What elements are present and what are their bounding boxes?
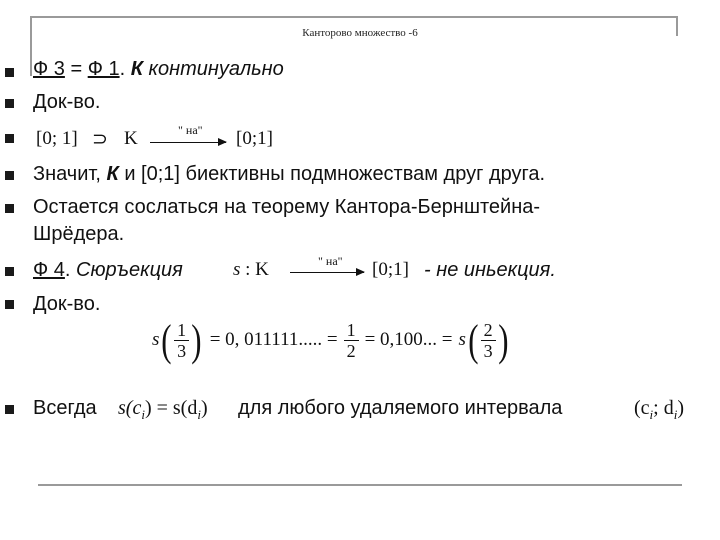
line-proof-1: Док-во. <box>33 91 101 113</box>
text-bijective: и [0;1] биективны подмножествам друг друга. <box>118 163 546 185</box>
cantor-function-formula: s ( $\frac{1}{3}$ ) = 0, 011111..... = $\frac{1}{2}$ = 0,100... = s ( $\frac{2}{3}$ ) <box>152 315 509 365</box>
theorem-1-ref: Ф 1 <box>87 58 120 80</box>
fraction-2-3: $\frac{2}{3}$ <box>481 320 496 361</box>
map-s: s : K <box>233 259 269 280</box>
continual-text: континуально <box>143 58 284 80</box>
bullet-6 <box>5 267 14 276</box>
not-injection-text: - не иньекция. <box>424 259 556 281</box>
func-s-1: s <box>152 329 160 350</box>
arrow-icon <box>150 142 226 143</box>
line-always: Всегда <box>33 397 97 419</box>
interval-left: [0; 1] <box>36 128 78 149</box>
line-bijective <box>33 162 545 186</box>
bullet-3 <box>5 134 14 143</box>
fraction-1-3: $\frac{1}{3}$ <box>174 320 189 361</box>
slide-title: Канторово множество -6 <box>302 27 418 39</box>
bullet-2 <box>5 99 14 108</box>
theorem-3-ref: Ф 3 <box>33 58 65 80</box>
line-cantor-bernstein-2: Шрёдера. <box>33 223 125 245</box>
dot-2: . <box>64 259 77 281</box>
any-removed-interval-text: для любого удаляемого интервала <box>238 397 563 419</box>
interval-01: [0;1] <box>372 259 409 280</box>
theorem-4-ref: Ф 4 <box>33 259 65 281</box>
bullet-4 <box>5 171 14 180</box>
equality-formula: $s(c_i) = s(d_i)$ <box>118 397 208 422</box>
equals: = <box>64 58 88 80</box>
frame-left-border <box>30 16 32 76</box>
bullet-8 <box>5 405 14 414</box>
bullet-7 <box>5 300 14 309</box>
dot: . <box>119 58 131 80</box>
set-k-math: K <box>124 128 138 149</box>
line-theorem-3 <box>33 57 284 81</box>
bullet-1 <box>5 68 14 77</box>
surjection-text: Сюръекция <box>76 259 183 281</box>
arrow-icon-2 <box>290 272 364 273</box>
line-theorem-4 <box>33 258 183 282</box>
onto-label: " на" <box>178 123 203 137</box>
line-proof-2: Док-во. <box>33 293 101 315</box>
fraction-1-2: $\frac{1}{2}$ <box>344 320 359 361</box>
line-cantor-bernstein-1: Остается сослаться на теорему Кантора-Бернштейна- <box>33 196 541 218</box>
set-k-bold: К <box>106 163 119 185</box>
func-s-2: s <box>458 329 466 350</box>
binary-expansion-1: = 0, 011111..... = <box>209 329 338 350</box>
bullet-5 <box>5 204 14 213</box>
binary-expansion-2: = 0,100... = <box>364 329 453 350</box>
frame-top-border <box>30 16 678 18</box>
superset-symbol: ⊃ <box>92 129 108 150</box>
frame-bottom-border <box>38 484 682 486</box>
set-k: К <box>130 58 143 80</box>
interval-right: [0;1] <box>236 128 273 149</box>
interval-ci-di: ($c_i$; $d_i$) <box>634 397 685 422</box>
text-znachit: Значит, <box>33 163 107 185</box>
onto-label-2: " на" <box>318 254 343 268</box>
